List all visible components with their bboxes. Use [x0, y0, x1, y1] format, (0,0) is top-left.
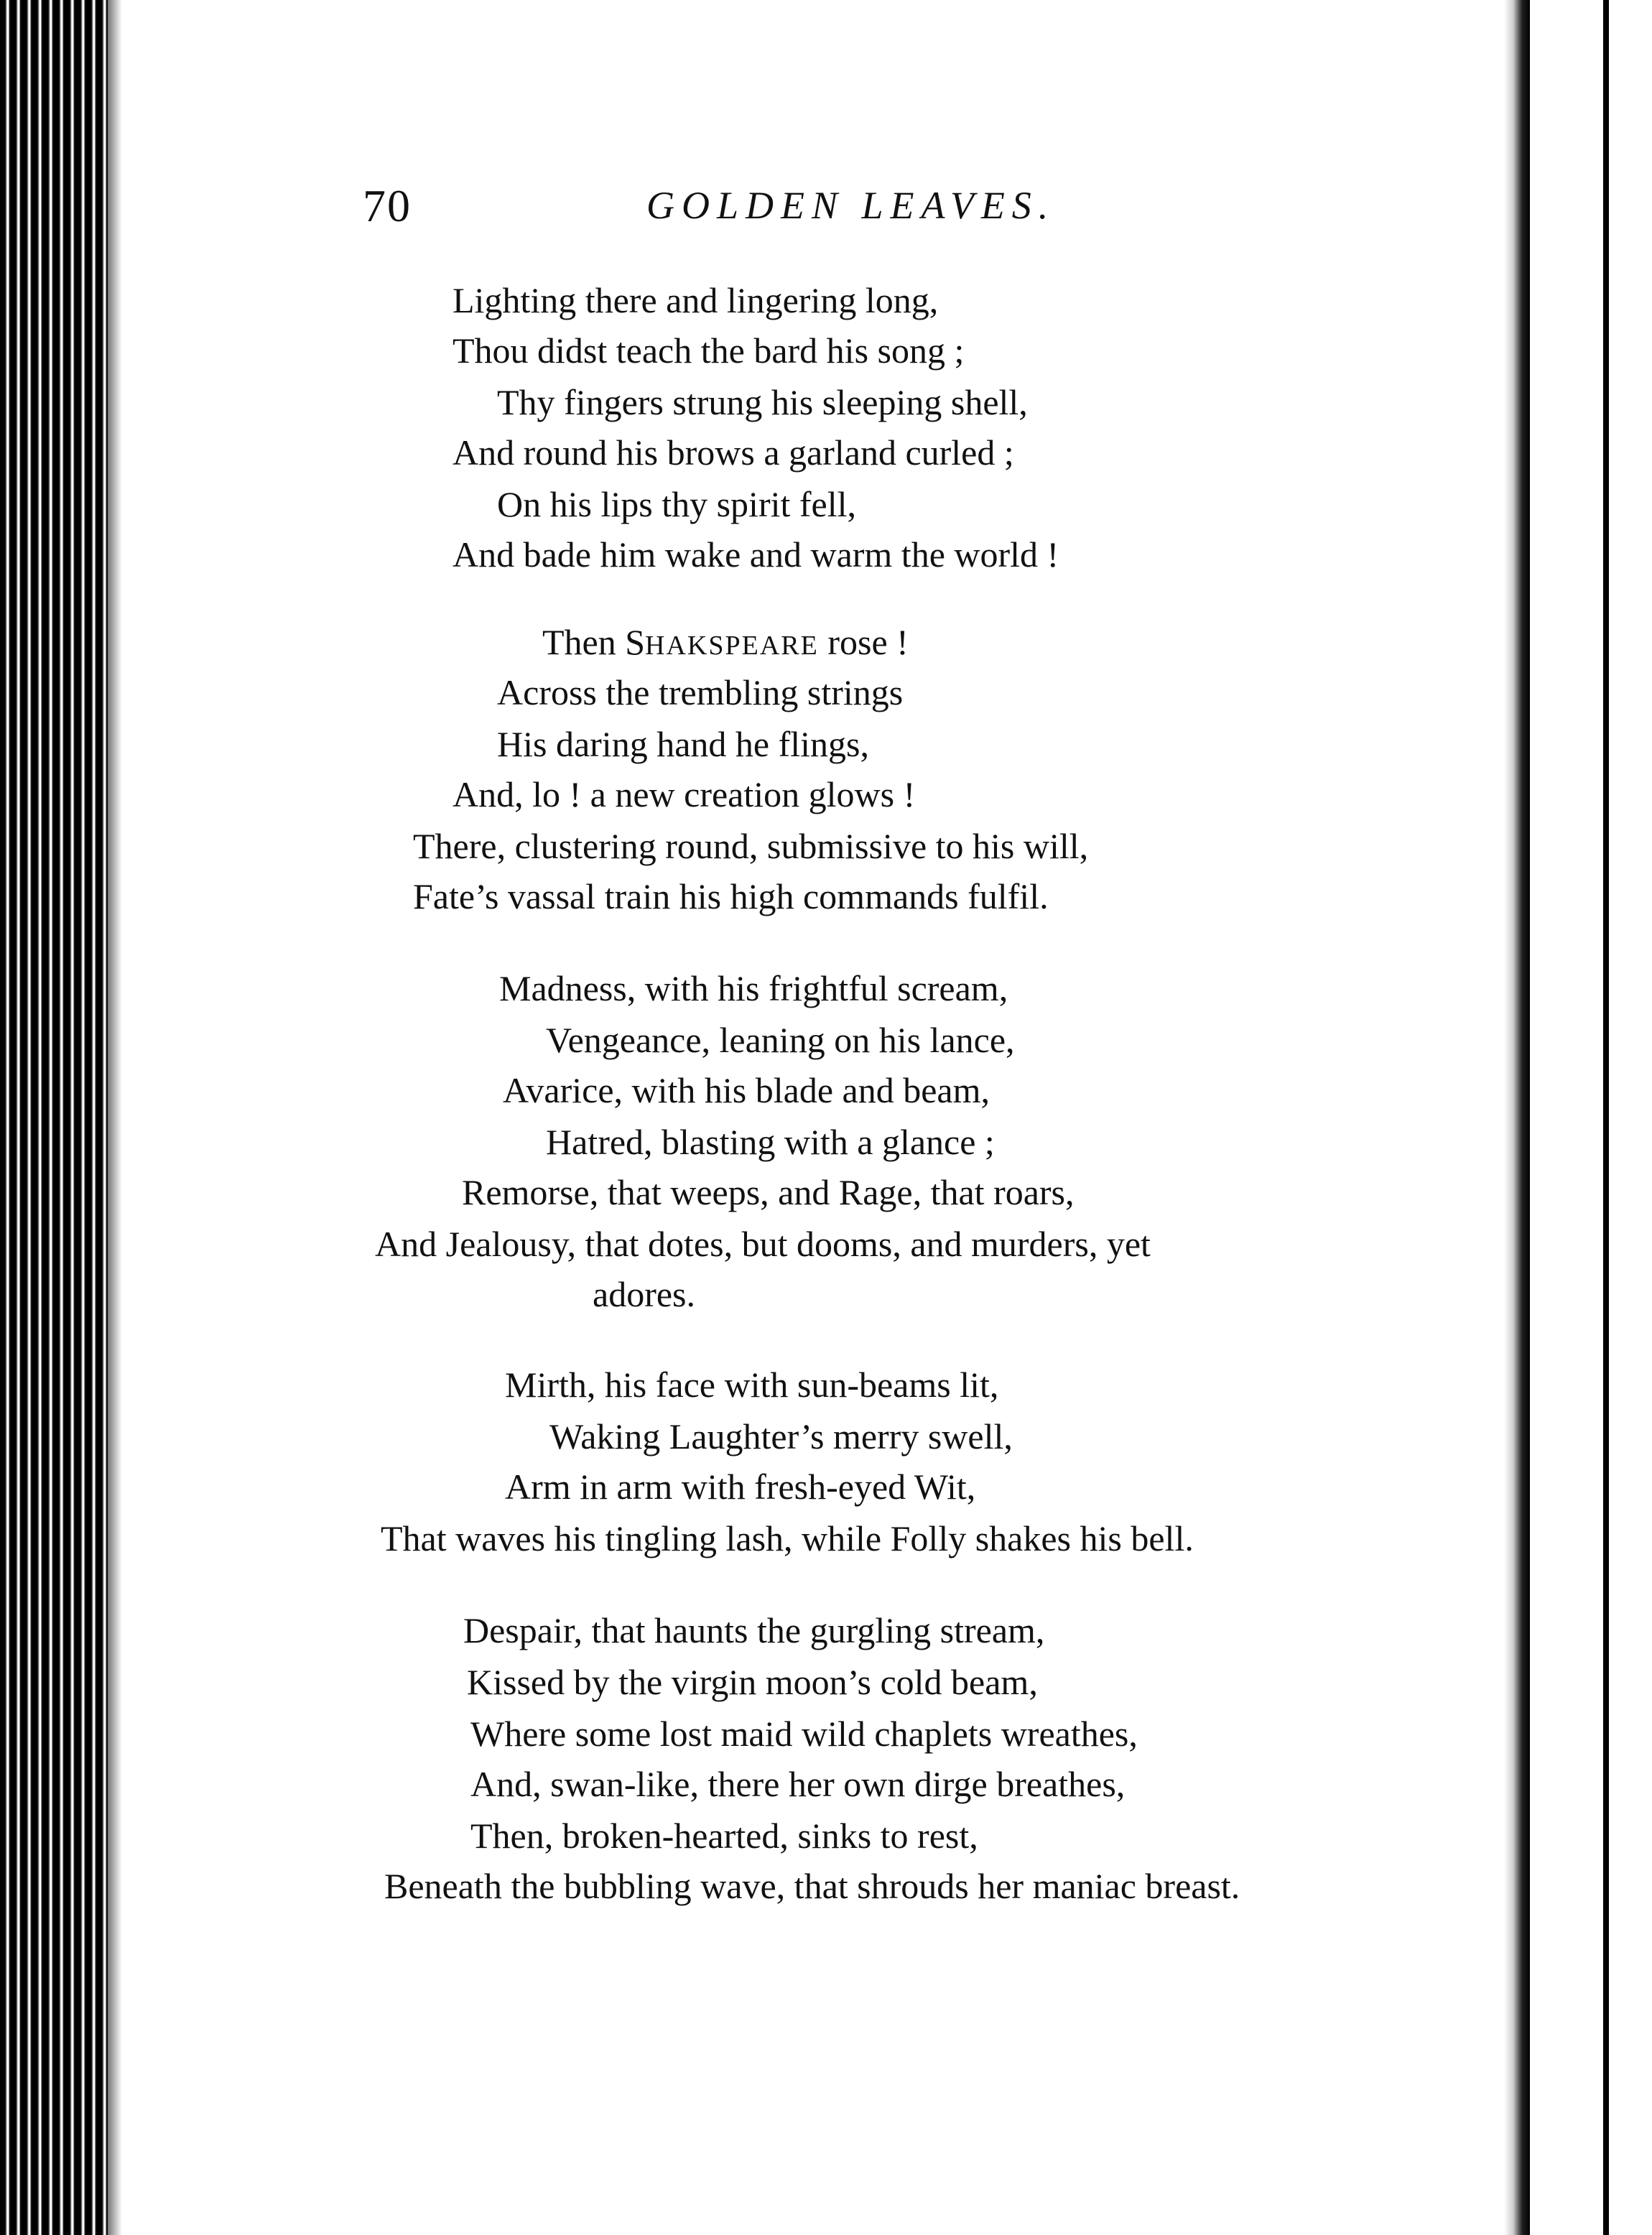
poem-line: And, lo ! a new creation glows ! — [453, 774, 916, 814]
poem-line: Kissed by the virgin moon’s cold beam, — [467, 1662, 1038, 1702]
poem-line: Where some lost maid wild chaplets wreathes, — [470, 1714, 1138, 1754]
poem-line: And bade him wake and warm the world ! — [453, 534, 1059, 575]
poem-line: Thy fingers strung his sleeping shell, — [497, 382, 1028, 422]
poem-line: And round his brows a garland curled ; — [453, 432, 1014, 473]
poem-line: Remorse, that weeps, and Rage, that roars, — [462, 1172, 1075, 1212]
poem-line — [542, 621, 909, 667]
poem-line: On his lips thy spirit fell, — [497, 484, 856, 524]
poem-line: Vengeance, leaning on his lance, — [546, 1020, 1015, 1060]
poem-line: Beneath the bubbling wave, that shrouds her maniac breast. — [384, 1866, 1240, 1906]
poem-line: Despair, that haunts the gurgling stream, — [463, 1610, 1045, 1650]
poem-line: Fate’s vassal train his high commands fulfil. — [413, 876, 1049, 916]
poem-line: Hatred, blasting with a glance ; — [546, 1122, 995, 1162]
running-title: GOLDEN LEAVES. — [646, 184, 1056, 227]
name-small-caps: HAKSPEARE — [645, 631, 819, 661]
poem-line: Waking Laughter’s merry swell, — [549, 1416, 1013, 1456]
poem-line: That waves his tingling lash, while Folly shakes his bell. — [381, 1518, 1194, 1558]
poem-line: Arm in arm with fresh-eyed Wit, — [505, 1467, 976, 1507]
poem-line: And, swan-like, there her own dirge breathes, — [470, 1764, 1126, 1804]
poem-line: Avarice, with his blade and beam, — [503, 1070, 990, 1110]
poem-line: Mirth, his face with sun-beams lit, — [505, 1365, 999, 1405]
poem-line: adores. — [593, 1274, 695, 1314]
poem-line: Thou didst teach the bard his song ; — [453, 330, 965, 371]
line-text: Then — [542, 622, 626, 662]
page-number: 70 — [363, 180, 412, 231]
name-initial: S — [625, 622, 646, 662]
poem-line: Madness, with his frightful scream, — [499, 968, 1008, 1008]
poem-line: Lighting there and lingering long, — [453, 280, 939, 320]
line-text: rose ! — [818, 622, 909, 662]
poem-line: His daring hand he flings, — [497, 724, 869, 764]
poem-line: There, clustering round, submissive to his will, — [413, 826, 1089, 866]
poem-line: Across the trembling strings — [497, 672, 904, 712]
poem-line: Then, broken-hearted, sinks to rest, — [470, 1816, 978, 1856]
poem-line: And Jealousy, that dotes, but dooms, and murders, yet — [375, 1224, 1151, 1264]
